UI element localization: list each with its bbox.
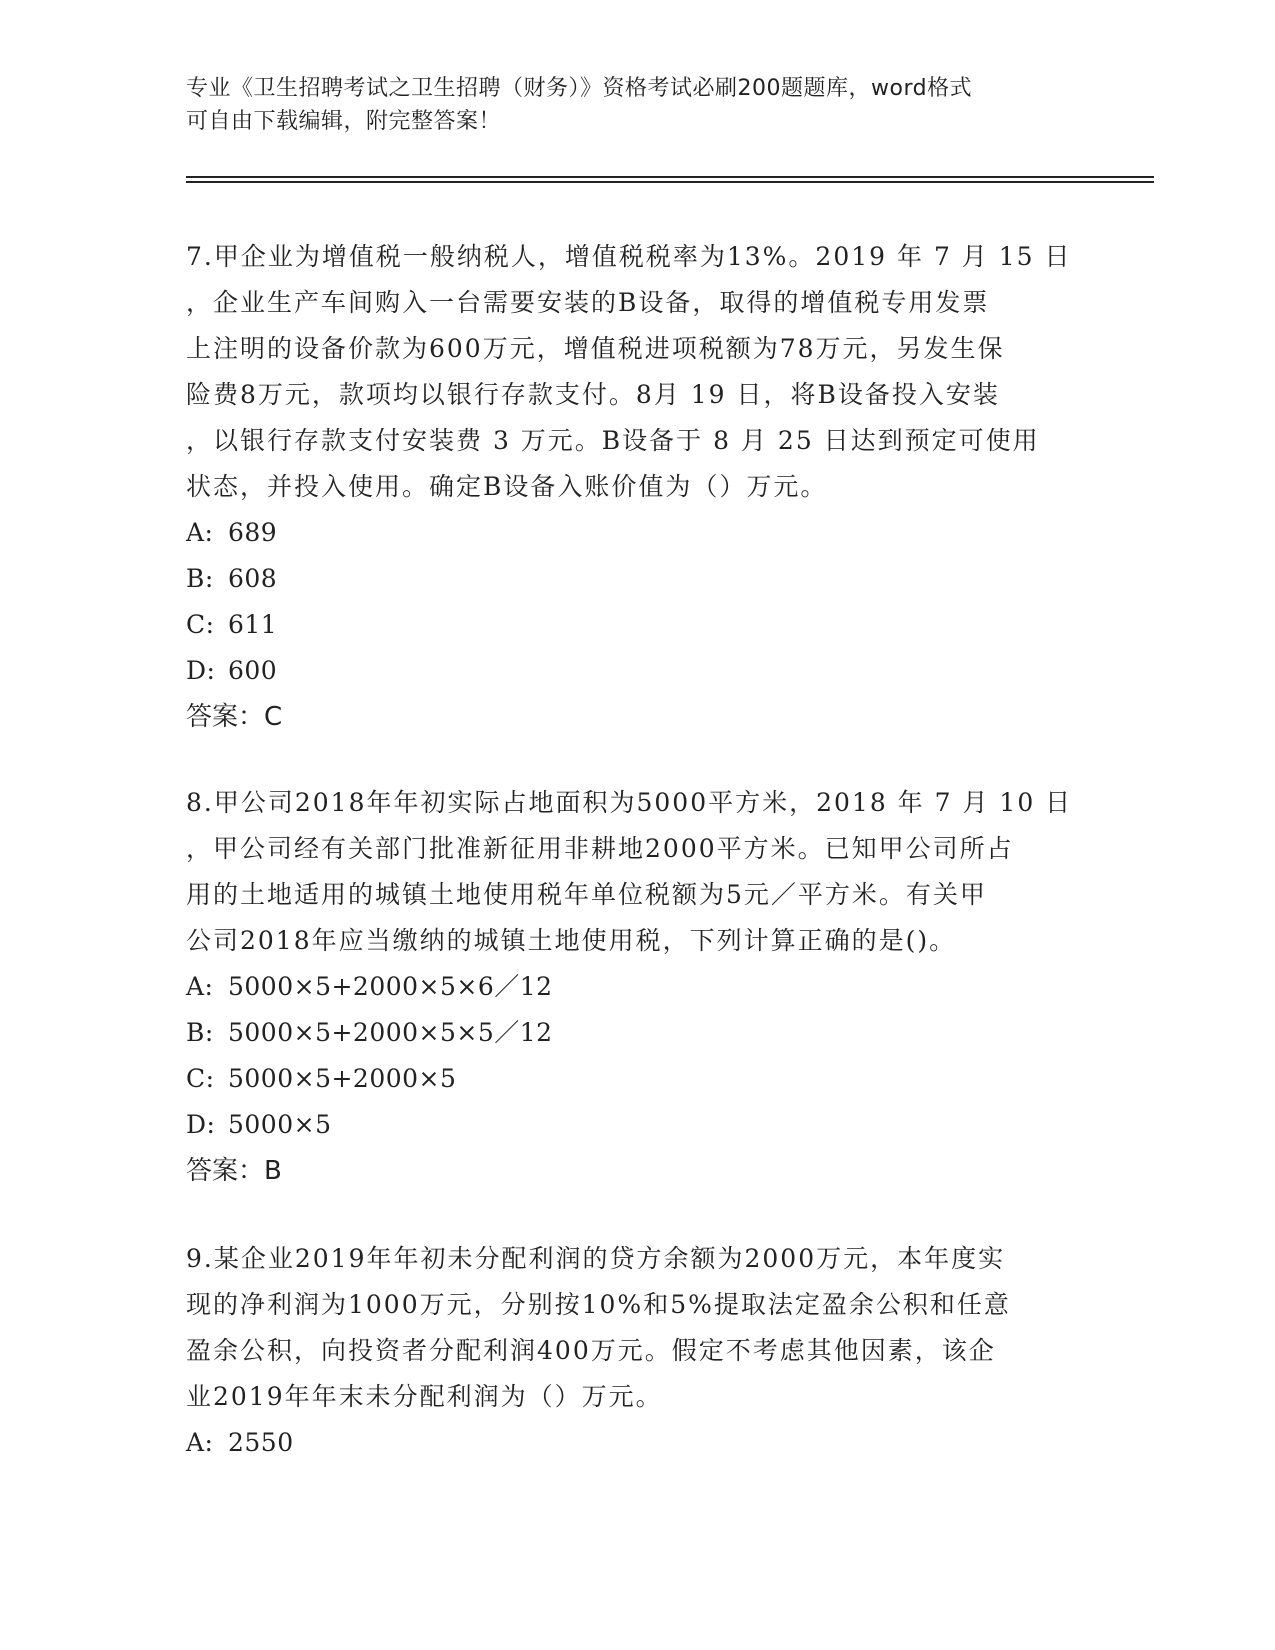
question-text-line: 状态，并投入使用。确定B设备入账价值为（）万元。	[186, 472, 828, 501]
option-letter: D:	[186, 1110, 216, 1139]
header-line-2: 可自由下载编辑，附完整答案！	[186, 109, 502, 134]
question-text-line: 现的净利润为1000万元，分别按10%和5%提取法定盈余公积和任意	[186, 1290, 1011, 1319]
option-letter: B:	[186, 564, 214, 593]
option-letter: B:	[186, 1018, 214, 1047]
option-text: 5000×5+2000×5×5／12	[228, 1018, 553, 1047]
question-text-line: 公司2018年应当缴纳的城镇土地使用税，下列计算正确的是()。	[186, 926, 957, 955]
question-8	[186, 780, 1086, 1194]
question-text-line: 9.某企业2019年年初未分配利润的贷方余额为2000万元，本年度实	[186, 1244, 1006, 1273]
question-text-line: 险费8万元，款项均以银行存款支付。8月 19 日，将B设备投入安装	[186, 380, 1000, 409]
option-text: 2550	[228, 1428, 294, 1457]
option-text: 611	[228, 610, 278, 639]
option-text: 600	[228, 656, 278, 685]
option-text: 608	[228, 564, 278, 593]
question-text-line: 上注明的设备价款为600万元，增值税进项税额为78万元，另发生保	[186, 334, 1005, 363]
option-c	[186, 1056, 1086, 1102]
option-d	[186, 648, 1086, 694]
option-text: 5000×5+2000×5	[228, 1064, 457, 1093]
question-text-line: 8.甲公司2018年年初实际占地面积为5000平方米，2018 年 7 月 10 日	[186, 788, 1073, 817]
header-divider-bottom	[186, 181, 1154, 183]
option-letter: A:	[186, 518, 214, 547]
header-line-1: 专业《卫生招聘考试之卫生招聘（财务）》资格考试必刷200题题库，word格式	[186, 76, 973, 101]
option-b	[186, 1010, 1086, 1056]
option-a	[186, 964, 1086, 1010]
option-letter: C:	[186, 1064, 215, 1093]
header-divider-top	[186, 176, 1154, 178]
option-letter: A:	[186, 972, 214, 1001]
option-text: 5000×5+2000×5×6／12	[228, 972, 553, 1001]
option-a	[186, 1420, 1086, 1466]
option-d	[186, 1102, 1086, 1148]
option-text: 5000×5	[228, 1110, 332, 1139]
option-letter: A:	[186, 1428, 214, 1457]
answer-line: 答案：C	[186, 702, 283, 732]
question-text-line: 用的土地适用的城镇土地使用税年单位税额为5元／平方米。有关甲	[186, 880, 987, 909]
question-text-line: ，企业生产车间购入一台需要安装的B设备，取得的增值税专用发票	[186, 288, 990, 317]
document-header	[186, 72, 1066, 138]
option-a	[186, 510, 1086, 556]
question-text-line: 盈余公积，向投资者分配利润400万元。假定不考虑其他因素，该企	[186, 1336, 996, 1365]
question-text-line: 7.甲企业为增值税一般纳税人，增值税税率为13%。2019 年 7 月 15 日	[186, 242, 1072, 271]
option-c	[186, 602, 1086, 648]
option-letter: C:	[186, 610, 215, 639]
question-9	[186, 1236, 1086, 1466]
question-text-line: 业2019年年末未分配利润为（）万元。	[186, 1382, 663, 1411]
question-text-line: ，甲公司经有关部门批准新征用非耕地2000平方米。已知甲公司所占	[186, 834, 1014, 863]
option-letter: D:	[186, 656, 216, 685]
option-b	[186, 556, 1086, 602]
option-text: 689	[228, 518, 278, 547]
question-text-line: ，以银行存款支付安装费 3 万元。B设备于 8 月 25 日达到预定可使用	[186, 426, 1040, 455]
answer-line: 答案：B	[186, 1156, 282, 1186]
question-7	[186, 234, 1086, 740]
